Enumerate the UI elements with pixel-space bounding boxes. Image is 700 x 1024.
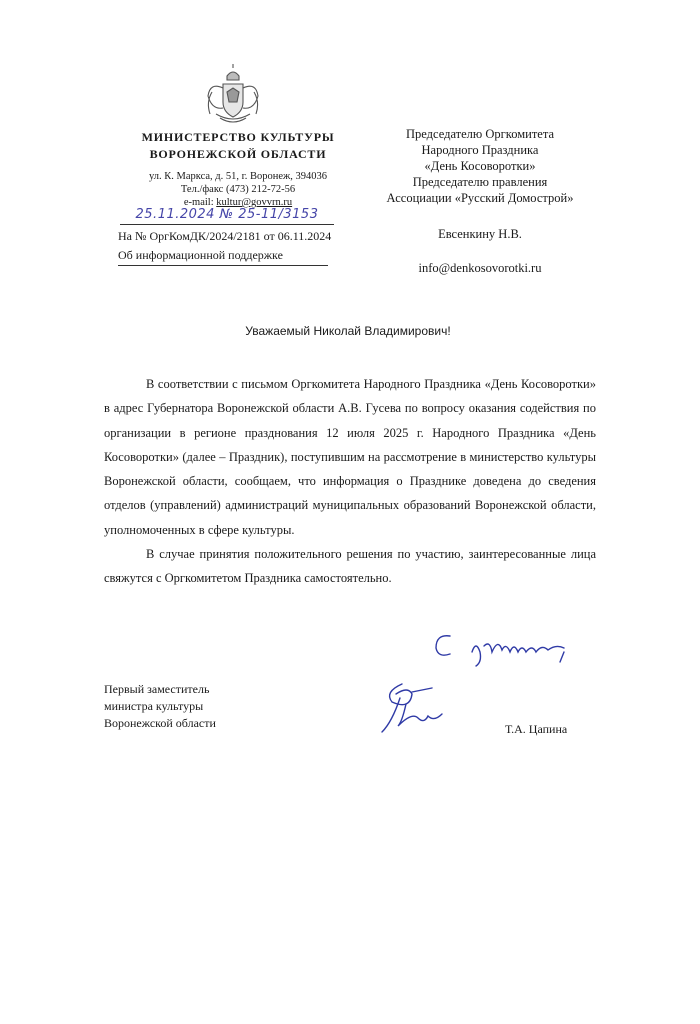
signer-title-line: Первый заместитель xyxy=(104,682,210,696)
body-paragraph: В случае принятия положительного решения по участию, заинтересованные лица свяжутся с Оргкомитетом Праздника самостоятельно. xyxy=(104,547,596,586)
ministry-address: ул. К. Маркса, д. 51, г. Воронеж, 394036 xyxy=(148,171,328,182)
reference-number: На № ОргКомДК/2024/2181 от 06.11.2024 xyxy=(118,229,332,243)
body-paragraph: В соответствии с письмом Оргкомитета Народного Праздника «День Косоворотки» в адрес Губернатора Воронежской области А.В. Гусева по вопросу оказания содействия по организации в регионе празднования 12 июля 2025 г. Народного Праздника «День Косоворотки» (далее – Праздник), поступившим на рассмотрение в министерство культуры Воронежской области, сообщаем, что информация о Празднике доведена до сведения отделов (управлений) администраций муниципальных образований Воронежской области, уполномоченных в сфере культуры. xyxy=(104,377,596,537)
letter-subject: Об информационной поддержке xyxy=(118,248,328,266)
signer-title xyxy=(104,681,216,732)
ministry-title-line: МИНИСТЕРСТВО КУЛЬТУРЫ xyxy=(141,130,335,144)
addressee-line: Председателю Оргкомитета xyxy=(405,127,555,141)
outgoing-number: 25.11.2024 № 25-11/3153 xyxy=(120,206,334,225)
signer-name: Т.А. Цапина xyxy=(505,722,568,736)
coat-of-arms-icon xyxy=(200,62,266,128)
addressee-block xyxy=(365,126,595,276)
addressee-email-link[interactable]: info@denkosovorotki.ru xyxy=(418,261,542,275)
ministry-email-link[interactable]: kultur@govvrn.ru xyxy=(216,197,293,208)
ministry-phone: Тел./факс (473) 212-72-56 xyxy=(180,184,296,195)
addressee-line: Председателю правления xyxy=(412,175,548,189)
addressee-name: Евсенкину Н.В. xyxy=(438,227,522,241)
ministry-contacts xyxy=(118,170,358,209)
addressee-line: Народного Праздника xyxy=(421,143,539,157)
email-prefix: e-mail: xyxy=(183,197,217,208)
ministry-title xyxy=(118,129,358,163)
greeting: Уважаемый Николай Владимирович! xyxy=(245,324,451,338)
signer-title-line: Воронежской области xyxy=(104,716,216,730)
letter-body xyxy=(104,372,596,591)
addressee-line: Ассоциации «Русский Домострой» xyxy=(386,191,574,205)
addressee-line: «День Косоворотки» xyxy=(424,159,536,173)
signer-title-line: министра культуры xyxy=(104,699,204,713)
ministry-title-line: ВОРОНЕЖСКОЙ ОБЛАСТИ xyxy=(149,147,327,161)
